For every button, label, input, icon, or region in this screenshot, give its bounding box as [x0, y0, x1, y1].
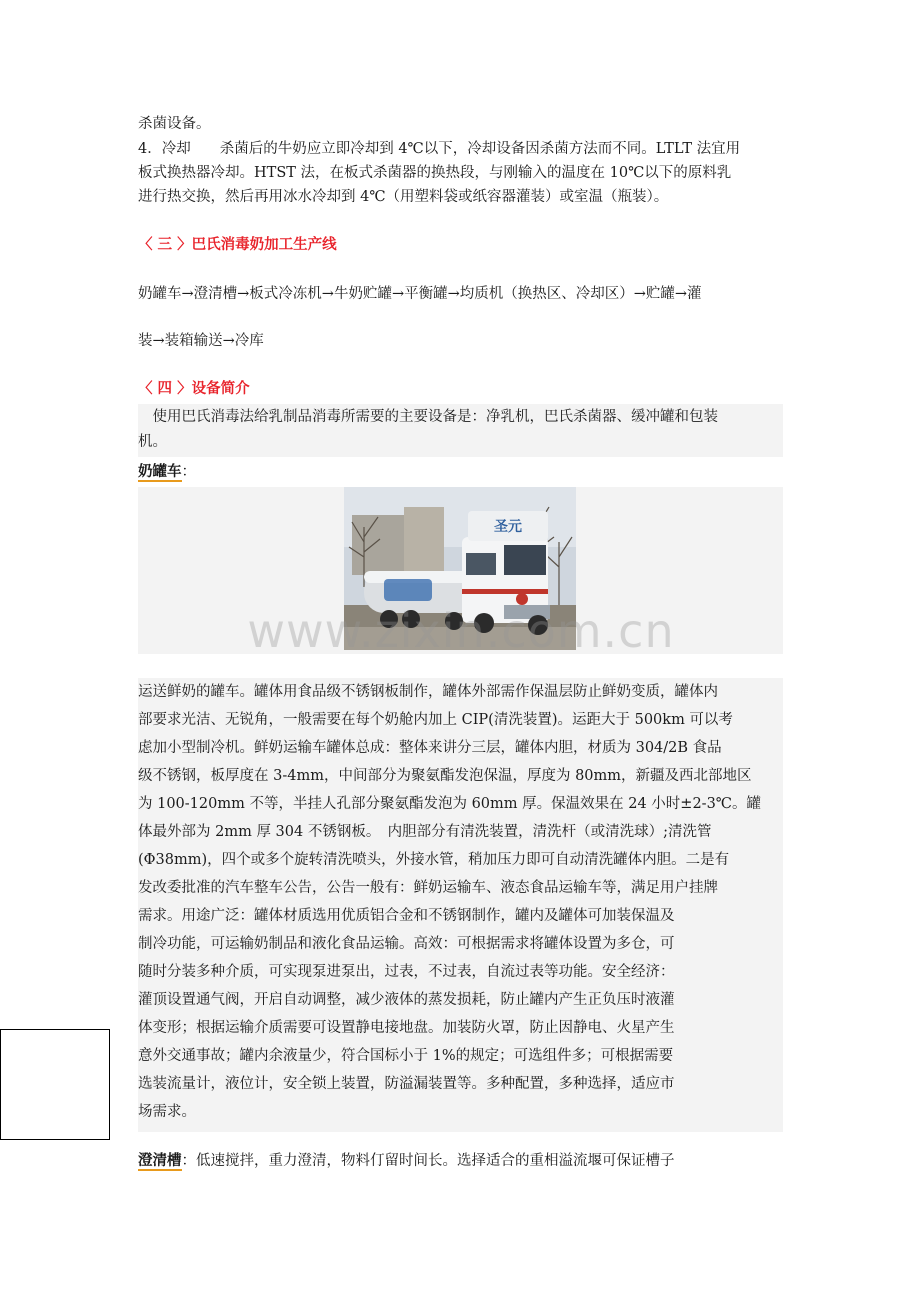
process-flow-line: 装→装箱输送→冷库	[138, 333, 264, 349]
clarifier-title: 澄清槽	[138, 1153, 182, 1169]
paragraph-line: 需求。用途广泛：罐体材质选用优质铝合金和不锈钢制作，罐内及罐体可加装保温及	[138, 908, 675, 924]
section-heading-3: 〈 三 〉巴氏消毒奶加工生产线	[138, 237, 337, 253]
paragraph-line: 部要求光洁、无锐角，一般需要在每个奶舱内加上 CIP(清洗装置)。运距大于 500km 可以考	[138, 712, 733, 728]
paragraph-line: 使用巴氏消毒法给乳制品消毒所需要的主要设备是：净乳机，巴氏杀菌器、缓冲罐和包装	[138, 409, 718, 425]
truck-subtitle	[138, 462, 196, 482]
intro-shaded-block	[138, 404, 783, 457]
clarifier-paragraph	[138, 1151, 675, 1171]
paragraph-line: 体最外部为 2mm 厚 304 不锈钢板。 内胆部分有清洗装置，清洗杆（或清洗球）;清洗管	[138, 824, 712, 840]
margin-box	[0, 1029, 110, 1140]
paragraph-line: 随时分装多种介质，可实现泵进泵出，过表，不过表，自流过表等功能。安全经济：	[138, 964, 675, 980]
clarifier-text: ：低速搅拌，重力澄清，物料仃留时间长。选择适合的重相溢流堰可保证槽子	[181, 1153, 675, 1169]
truck-title-colon: ：	[181, 464, 196, 480]
paragraph-line: 板式换热器冷却。HTST 法，在板式杀菌器的换热段，与刚输入的温度在 10℃以下的原料乳	[138, 165, 732, 181]
paragraph-line: 场需求。	[138, 1104, 196, 1120]
section-heading-4: 〈 四 〉设备简介	[138, 381, 250, 397]
paragraph-line: 意外交通事故；罐内余液量少，符合国标小于 1%的规定；可选组件多；可根据需要	[138, 1048, 674, 1064]
paragraph-line: 制冷功能，可运输奶制品和液化食品运输。高效：可根据需求将罐体设置为多仓，可	[138, 936, 675, 952]
paragraph-line: 机。	[138, 434, 167, 450]
paragraph-line: 运送鲜奶的罐车。罐体用食品级不锈钢板制作，罐体外部需作保温层防止鲜奶变质，罐体内	[138, 684, 718, 700]
paragraph-line: 虑加小型制冷机。鲜奶运输车罐体总成：整体来讲分三层，罐体内胆，材质为 304/2B 食品	[138, 740, 722, 756]
paragraph-line: 级不锈钢，板厚度在 3-4mm，中间部分为聚氨酯发泡保温，厚度为 80mm，新疆及西北部地区	[138, 768, 752, 784]
paragraph-line: 选装流量计，液位计，安全锁上装置，防溢漏装置等。多种配置，多种选择，适应市	[138, 1076, 675, 1092]
paragraph-line: 进行热交换，然后再用冰水冷却到 4℃（用塑料袋或纸容器灌装）或室温（瓶装）。	[138, 189, 669, 205]
paragraph-line: 杀菌设备。	[138, 116, 211, 132]
truck-brand-logo: 圣元	[494, 519, 522, 535]
watermark-text: www.zixin.com.cn	[247, 604, 675, 658]
paragraph-line: 4．冷却 杀菌后的牛奶应立即冷却到 4℃以下，冷却设备因杀菌方法而不同。LTLT 法宜用	[138, 141, 741, 157]
paragraph-line: 发改委批准的汽车整车公告，公告一般有：鲜奶运输车、液态食品运输车等，满足用户挂牌	[138, 880, 718, 896]
process-flow-line: 奶罐车→澄清槽→板式冷冻机→牛奶贮罐→平衡罐→均质机（换热区、冷却区）→贮罐→灌	[138, 286, 702, 302]
paragraph-line: 灌顶设置通气阀，开启自动调整，减少液体的蒸发损耗，防止罐内产生正负压时液灌	[138, 992, 675, 1008]
paragraph-line: 为 100-120mm 不等，半挂人孔部分聚氨酯发泡为 60mm 厚。保温效果在 24 小时±2-3℃。罐	[138, 796, 762, 812]
truck-title: 奶罐车	[138, 464, 182, 480]
paragraph-line: 体变形；根据运输介质需要可设置静电接地盘。加装防火罩，防止因静电、火星产生	[138, 1020, 675, 1036]
paragraph-line: (Φ38mm)，四个或多个旋转清洗喷头，外接水管，稍加压力即可自动清洗罐体内胆。二是有	[138, 852, 730, 868]
